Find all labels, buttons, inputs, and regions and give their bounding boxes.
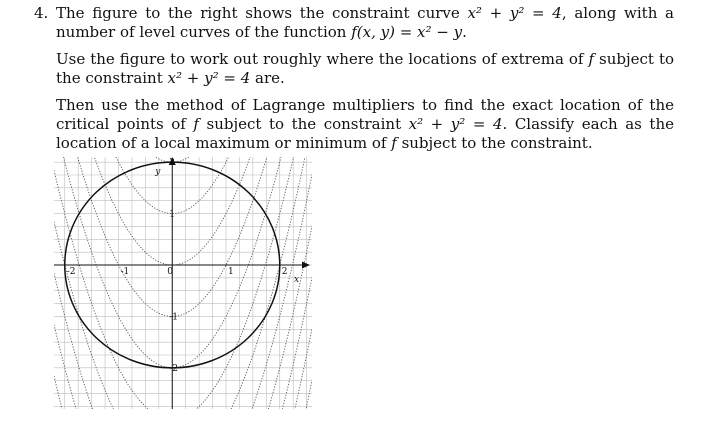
problem-number: 4. (34, 4, 49, 22)
x-axis-label: x (294, 275, 300, 285)
x-tick-label: 2 (281, 267, 288, 277)
constraint-equation: x² + y² = 4 (467, 4, 562, 22)
x-tick-label: -2 (66, 267, 76, 277)
level-curve (54, 277, 312, 409)
y-tick-label: 2 (169, 158, 175, 169)
contour-plot (54, 157, 312, 409)
x-tick-label: -1 (120, 267, 130, 277)
p3-text-4: subject to the constraint. (396, 134, 593, 152)
x-tick-label: 1 (228, 267, 234, 277)
p2-text-1: Use the figure to work out roughly where the locations of extrema of (56, 50, 589, 68)
paragraph-2 (56, 50, 674, 88)
p2-text-2: subject to the constraint (56, 50, 674, 87)
y-tick-label: 1 (169, 209, 175, 220)
constraint-equation: x² + y² = 4 (167, 69, 251, 87)
function-symbol: f (588, 50, 595, 68)
contour-figure (54, 157, 312, 409)
p3-text-1: Then use the method of Lagrange multipliers to find the exact location of the critical points of (56, 96, 674, 133)
y-axis-label: y (155, 167, 161, 177)
x-axis-arrow (302, 262, 310, 269)
level-curve (54, 226, 312, 409)
function-symbol: f (391, 134, 397, 152)
problem-4 (34, 4, 674, 153)
p1-text-3: . (462, 23, 467, 41)
paragraph-3 (56, 96, 674, 153)
function-definition: f(x, y) = x² − y (351, 23, 463, 41)
y-tick-label: -2 (169, 363, 179, 374)
level-curve (54, 174, 312, 409)
function-symbol: f (193, 115, 199, 133)
level-curve (54, 157, 310, 409)
p3-text-2: subject to the constraint (198, 115, 409, 133)
p2-text-3: are. (250, 69, 285, 87)
p1-text-2: , along with a number of level curves of the function (56, 4, 674, 41)
p3-text-3: . Classify each as the location of a local maximum or minimum of (56, 115, 674, 152)
constraint-equation: x² + y² = 4 (408, 115, 503, 133)
y-tick-label: -1 (169, 312, 179, 323)
paragraph-1 (56, 4, 674, 42)
x-tick-label: 0 (167, 267, 173, 277)
p1-text-1: The figure to the right shows the constraint curve (56, 4, 468, 22)
